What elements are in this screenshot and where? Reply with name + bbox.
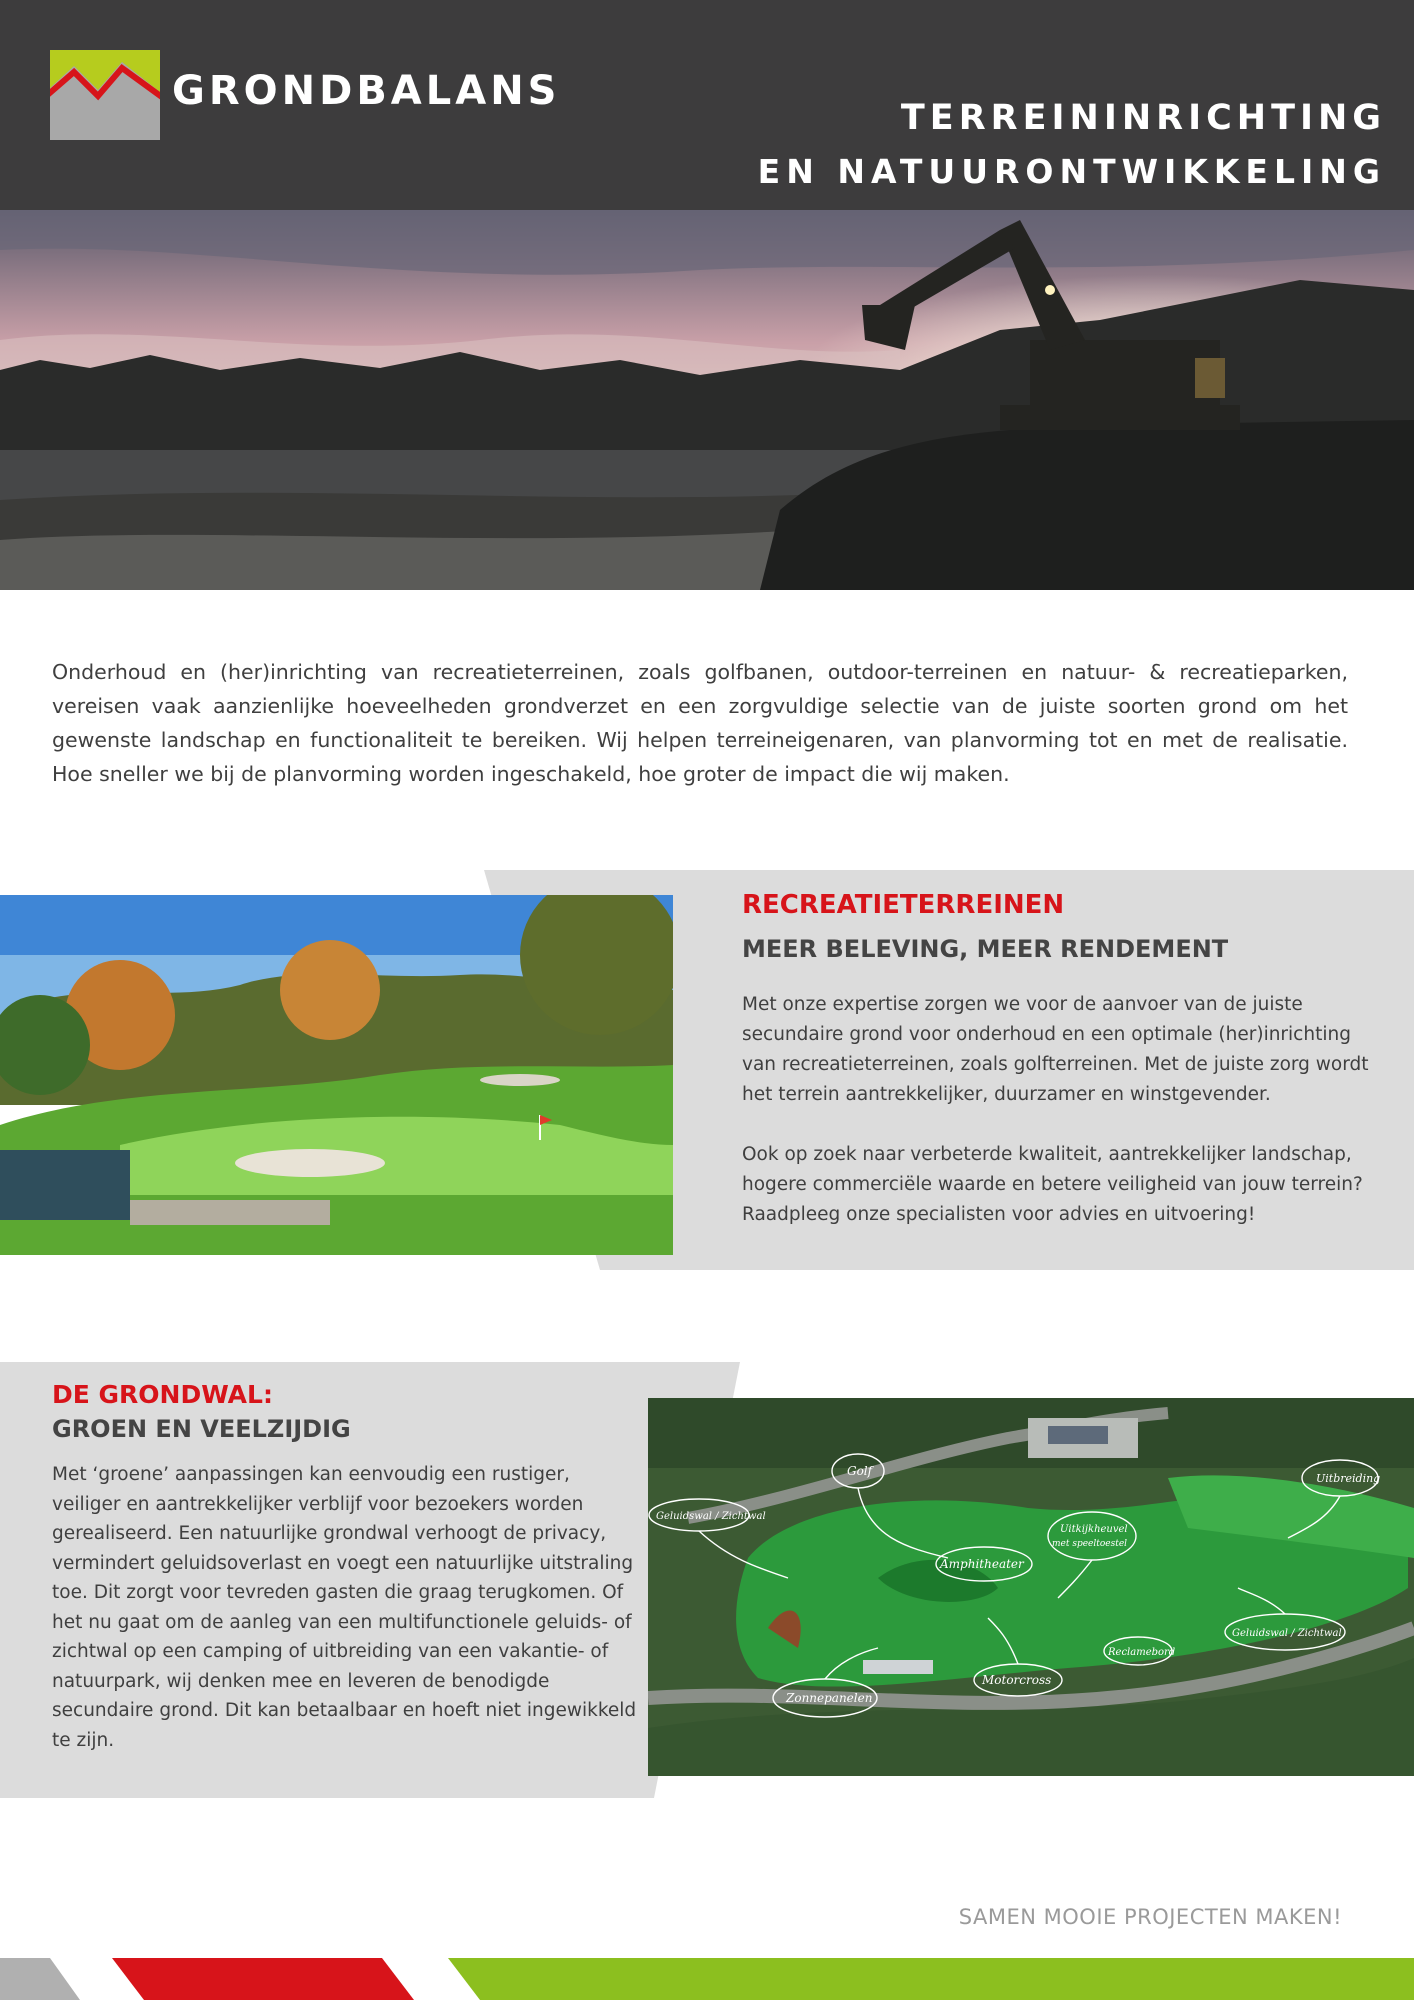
map-label-zonnepanelen: Zonnepanelen — [786, 1691, 873, 1705]
map-label-golf: Golf — [847, 1464, 873, 1478]
map-label-geluidswal-right: Geluidswal / Zichtwal — [1232, 1628, 1342, 1639]
intro-paragraph: Onderhoud en (her)inrichting van recreatieterreinen, zoals golfbanen, outdoor-terreinen en natuur- & recreatieparken, vereisen vaak aanzienlijke hoeveelheden grondverzet en een zorgvuldige selectie van de juiste soorten grond om het gewenste landschap en functionaliteit te bereiken. Wij helpen terreineigenaren, van planvorming tot en met de realisatie. Hoe sneller we bij de planvorming worden ingeschakeld, hoe groter de impact die wij maken. — [52, 660, 1348, 786]
map-label-motorcross: Motorcross — [982, 1673, 1052, 1687]
map-label-uitkijkheuvel-2: met speeltoestel — [1052, 1539, 1128, 1549]
map-label-reclamebord: Reclamebord — [1108, 1647, 1176, 1658]
section1-body — [742, 990, 1382, 1230]
page-title-line2: EN NATUURONTWIKKELING — [757, 152, 1386, 191]
footer-color-stripes — [0, 1958, 1414, 2000]
page-title-line1: TERREININRICHTING — [900, 98, 1386, 138]
map-label-geluidswal-left: Geluidswal / Zichtwal — [656, 1511, 766, 1522]
section1-paragraph2: Ook op zoek naar verbeterde kwaliteit, aantrekkelijker landschap, hogere commerciële waarde en betere veiligheid van jouw terrein? Raadpleeg onze specialisten voor advies en uitvoering! — [742, 1144, 1363, 1225]
section2-heading: DE GRONDWAL: — [52, 1380, 273, 1409]
grondbalans-logo-icon — [50, 50, 160, 140]
map-label-amphitheater: Amphitheater — [940, 1557, 1024, 1571]
aerial-map-photo — [648, 1398, 1414, 1776]
section1-subheading: MEER BELEVING, MEER RENDEMENT — [742, 935, 1229, 963]
section1-paragraph1: Met onze expertise zorgen we voor de aanvoer van de juiste secundaire grond voor onderhoud en een optimale (her)inrichting van recreatieterreinen, zoals golfterreinen. Met de juiste zorg wordt het terrein aantrekkelijker, duurzamer en winstgevender. — [742, 994, 1369, 1105]
section2-paragraph: Met ‘groene’ aanpassingen kan eenvoudig een rustiger, veiliger en aantrekkelijker verblijf voor bezoekers worden gerealiseerd. Een natuurlijke grondwal verhoogt de privacy, vermindert geluidsoverlast en voegt een natuurlijke uitstraling toe. Dit zorgt voor tevreden gasten die graag terugkomen. Of het nu gaat om de aanleg van een multifunctionele geluids- of zichtwal op een camping of uitbreiding van een vakantie- of natuurpark, wij denken mee en leveren de benodigde secundaire grond. Dit kan betaalbaar en hoeft niet ingewikkeld te zijn. — [52, 1464, 637, 1751]
brand-name: GRONDBALANS — [172, 68, 561, 114]
section1-heading: RECREATIETERREINEN — [742, 890, 1065, 920]
footer-slogan: SAMEN MOOIE PROJECTEN MAKEN! — [958, 1905, 1342, 1929]
golf-course-photo — [0, 895, 673, 1255]
page-header — [0, 0, 1414, 210]
map-label-uitkijkheuvel-1: Uitkijkheuvel — [1060, 1524, 1128, 1535]
map-label-uitbreiding: Uitbreiding — [1316, 1472, 1381, 1485]
section2-subheading: GROEN EN VEELZIJDIG — [52, 1415, 351, 1443]
hero-excavator-photo — [0, 210, 1414, 590]
